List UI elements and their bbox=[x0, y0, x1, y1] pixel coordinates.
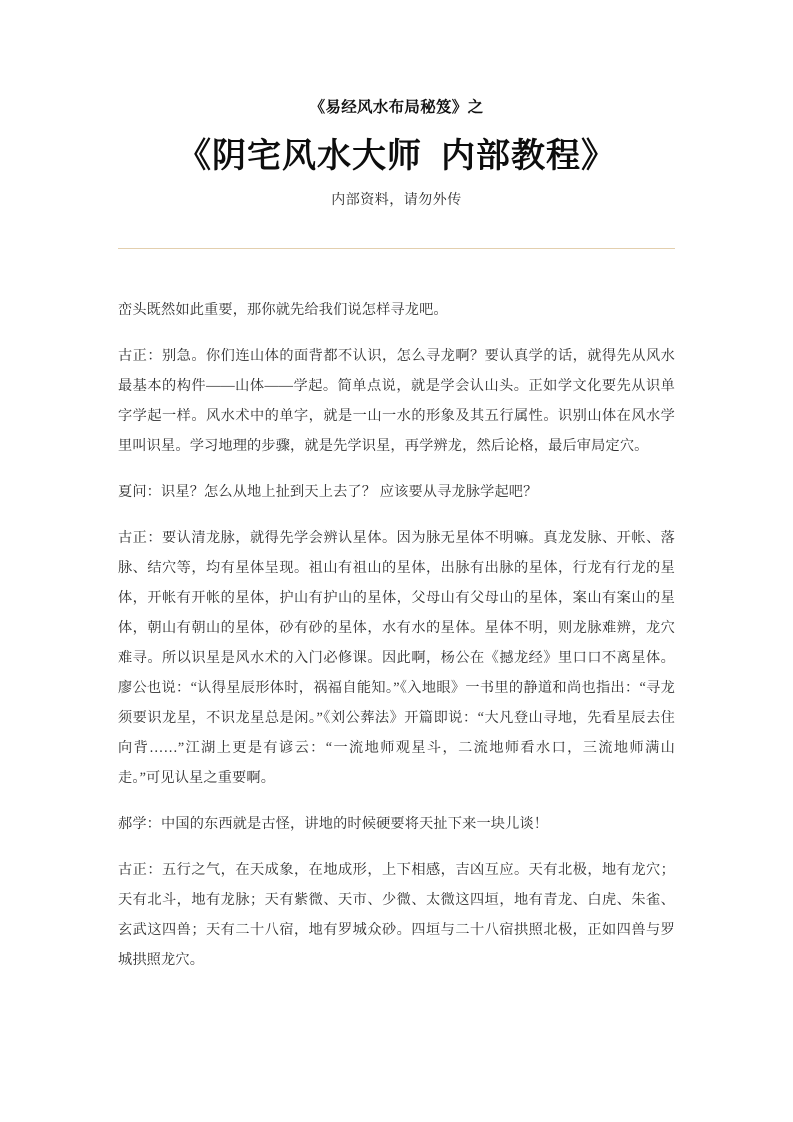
document-header bbox=[0, 0, 793, 212]
paragraph: 古正：五行之气，在天成象，在地成形，上下相感，吉凶互应。天有北极，地有龙穴；天有北斗，地有龙脉；天有紫微、天市、少微、太微这四垣，地有青龙、白虎、朱雀、玄武这四兽；天有二十八宿，地有罗城众砂。四垣与二十八宿拱照北极，正如四兽与罗城拱照龙穴。 bbox=[118, 862, 675, 968]
top-spacer bbox=[118, 0, 675, 96]
paragraph: 夏问：识星？怎么从地上扯到天上去了？ 应该要从寻龙脉学起吧？ bbox=[118, 484, 538, 500]
paragraph: 古正：别急。你们连山体的面背都不认识，怎么寻龙啊？要认真学的话，就得先从风水最基本的构件——山体——学起。简单点说，就是学会认山头。正如学文化要先从识单字学起一样。风水术中的单字，就是一山一水的形象及其五行属性。识别山体在风水学里叫识星。学习地理的步骤，就是先学识星，再学辨龙，然后论格，最后审局定穴。 bbox=[118, 348, 675, 454]
series-title: 《易经风水布局秘笈》之 bbox=[309, 99, 484, 116]
paragraph: 郝学：中国的东西就是古怪，讲地的时候硬要将天扯下来一块儿谈！ bbox=[118, 816, 549, 832]
confidential-note: 内部资料，请勿外传 bbox=[331, 193, 462, 208]
paragraph: 峦头既然如此重要，那你就先给我们说怎样寻龙吧。 bbox=[118, 302, 448, 318]
paragraph: 古正：要认清龙脉，就得先学会辨认星体。因为脉无星体不明嘛。真龙发脉、开帐、落脉、结穴等，均有星体呈现。祖山有祖山的星体，出脉有出脉的星体，行龙有行龙的星体，开帐有开帐的星体，护山有护山的星体，父母山有父母山的星体，案山有案山的星体，朝山有朝山的星体，砂有砂的星体，水有水的星体。星体不明，则龙脉难辨，龙穴难寻。所以识星是风水术的入门必修课。因此啊，杨公在《撼龙经》里口口不离星体。廖公也说：“认得星辰形体时，祸福自能知。”《入地眼》一书里的静道和尚也指出：“寻龙须要识龙星，不识龙星总是闲。”《刘公葬法》开篇即说：“大凡登山寻地，先看星辰去住向背……”江湖上更是有谚云：“一流地师观星斗，二流地师看水口，三流地师满山走。”可见认星之重要啊。 bbox=[118, 530, 675, 786]
page-title: 《阴宅风水大师 内部教程》 bbox=[177, 138, 616, 175]
header-divider bbox=[118, 248, 675, 249]
divider-container bbox=[0, 248, 793, 249]
document-body bbox=[0, 295, 793, 975]
